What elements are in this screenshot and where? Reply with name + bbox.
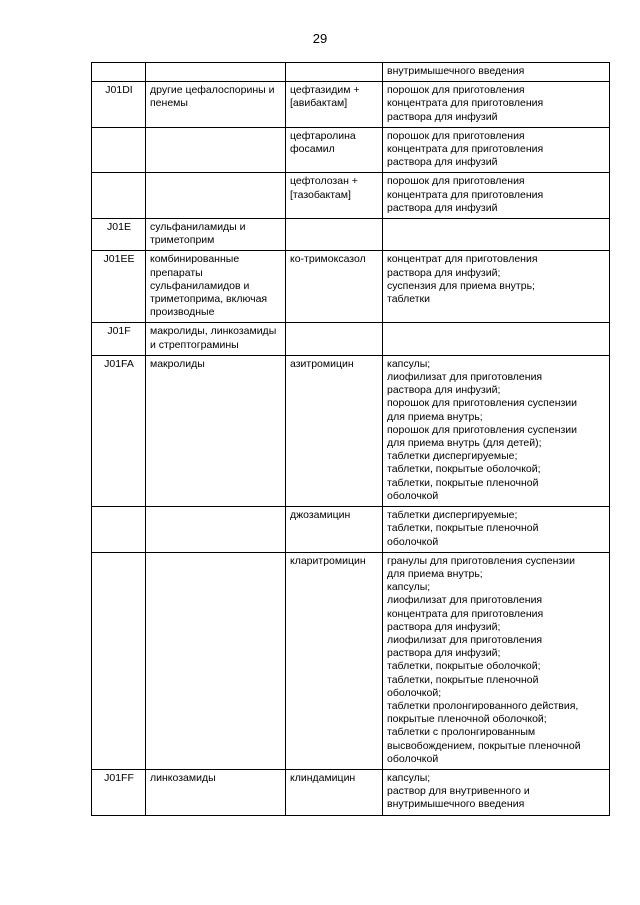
atc-code-cell: J01F [92,323,146,355]
dosage-form-line: концентрат для приготовления [387,253,538,266]
atc-code-cell: J01FA [92,355,146,506]
dosage-form-line: раствора для инфузий; [387,266,501,279]
dosage-form-line: порошок для приготовления [387,175,525,188]
drug-name-cell: кларитромицин [286,552,383,769]
dosage-form-line: таблетки, покрытые пленочной [387,673,539,686]
dosage-form-line: гранулы для приготовления суспензии [387,554,575,567]
dosage-forms-cell [383,63,610,82]
atc-code-cell: J01EE [92,251,146,323]
dosage-form-line: таблетки пролонгированного действия, [387,699,579,712]
atc-code-cell [92,63,146,82]
dosage-form-line: раствора для инфузий [387,156,498,169]
dosage-form-line: оболочкой; [387,686,442,699]
group-name-cell [146,507,286,553]
page-number: 29 [312,31,328,46]
dosage-form-line: таблетки, покрытые оболочкой; [387,463,541,476]
atc-code-cell: J01FF [92,769,146,815]
dosage-form-line: концентрата для приготовления [387,607,544,620]
atc-code-cell [92,127,146,173]
atc-code-cell [92,173,146,219]
group-name-cell [146,173,286,219]
dosage-forms-cell [383,323,610,355]
drug-name-cell: джозамицин [286,507,383,553]
dosage-form-line: порошок для приготовления [387,129,525,142]
dosage-form-line: раствора для инфузий [387,201,498,214]
dosage-form-line: оболочкой [387,489,439,502]
dosage-form-line: лиофилизат для приготовления [387,633,543,646]
dosage-form-line: суспензия для приема внутрь; [387,279,535,292]
dosage-form-line: таблетки [387,293,430,306]
dosage-form-line: концентрата для приготовления [387,188,544,201]
group-name-cell: макролиды [146,355,286,506]
table-row [92,127,610,173]
dosage-form-line: таблетки, покрытые пленочной [387,522,539,535]
table-row [92,63,610,82]
dosage-forms-cell [383,552,610,769]
dosage-form-line: таблетки диспергируемые; [387,509,518,522]
group-name-cell [146,63,286,82]
table-row [92,173,610,219]
dosage-form-line: таблетки, покрытые пленочной [387,476,539,489]
dosage-form-line: для приема внутрь; [387,410,483,423]
dosage-form-line: раствор для внутривенного и [387,785,530,798]
drug-name-cell: азитромицин [286,355,383,506]
table-row [92,355,610,506]
atc-code-cell [92,552,146,769]
drug-name-cell: цефтаролина фосамил [286,127,383,173]
dosage-forms-cell [383,173,610,219]
table-row [92,219,610,251]
dosage-form-line: оболочкой [387,752,439,765]
dosage-forms-cell [383,251,610,323]
drug-name-cell: цефтазидим + [авибактам] [286,82,383,128]
dosage-form-line: раствора для инфузий; [387,647,501,660]
dosage-form-line: капсулы; [387,357,431,370]
dosage-form-line: порошок для приготовления суспензии [387,423,578,436]
dosage-form-line: таблетки, покрытые оболочкой; [387,660,541,673]
dosage-form-line: покрытые пленочной оболочкой; [387,713,547,726]
table-row [92,507,610,553]
dosage-form-line: для приема внутрь; [387,567,483,580]
dosage-form-line: порошок для приготовления [387,84,525,97]
atc-code-cell [92,507,146,553]
dosage-form-line: концентрата для приготовления [387,143,544,156]
dosage-form-line: раствора для инфузий; [387,620,501,633]
dosage-form-line: высвобождением, покрытые пленочной [387,739,581,752]
table-row [92,323,610,355]
table-row [92,769,610,815]
drug-name-cell: цефтолозан + [тазобактам] [286,173,383,219]
drug-name-cell: ко-тримоксазол [286,251,383,323]
dosage-form-line: раствора для инфузий [387,110,498,123]
dosage-form-line: капсулы; [387,581,431,594]
group-name-cell [146,127,286,173]
dosage-form-line: внутримышечного введения [387,65,525,77]
dosage-form-line: лиофилизат для приготовления [387,594,543,607]
drug-name-cell [286,219,383,251]
table-row [92,82,610,128]
drug-name-cell: клиндамицин [286,769,383,815]
group-name-cell: линкозамиды [146,769,286,815]
drug-table [91,62,610,816]
group-name-cell [146,552,286,769]
dosage-form-line: внутримышечного введения [387,798,525,811]
group-name-cell: комбинированные препараты сульфаниламидов и триметоприма, включая производные [146,251,286,323]
dosage-forms-cell [383,82,610,128]
table-row [92,251,610,323]
dosage-forms-cell [383,219,610,251]
dosage-form-line: капсулы; [387,771,431,784]
group-name-cell: сульфаниламиды и триметоприм [146,219,286,251]
dosage-form-line: раствора для инфузий; [387,384,501,397]
table-row [92,552,610,769]
drug-name-cell [286,323,383,355]
dosage-forms-cell [383,507,610,553]
drug-table-body [92,63,610,816]
atc-code-cell: J01DI [92,82,146,128]
dosage-form-line: таблетки с пролонгированным [387,726,536,739]
dosage-form-line: концентрата для приготовления [387,97,544,110]
dosage-form-line: лиофилизат для приготовления [387,371,543,384]
dosage-form-line: таблетки диспергируемые; [387,450,518,463]
dosage-forms-cell [383,769,610,815]
dosage-forms-cell [383,127,610,173]
drug-name-cell [286,63,383,82]
dosage-forms-cell [383,355,610,506]
group-name-cell: макролиды, линкозамиды и стрептограмины [146,323,286,355]
dosage-form-line: для приема внутрь (для детей); [387,437,542,450]
dosage-form-line: порошок для приготовления суспензии [387,397,578,410]
group-name-cell: другие цефалоспорины и пенемы [146,82,286,128]
dosage-form-line: оболочкой [387,535,439,548]
atc-code-cell: J01E [92,219,146,251]
